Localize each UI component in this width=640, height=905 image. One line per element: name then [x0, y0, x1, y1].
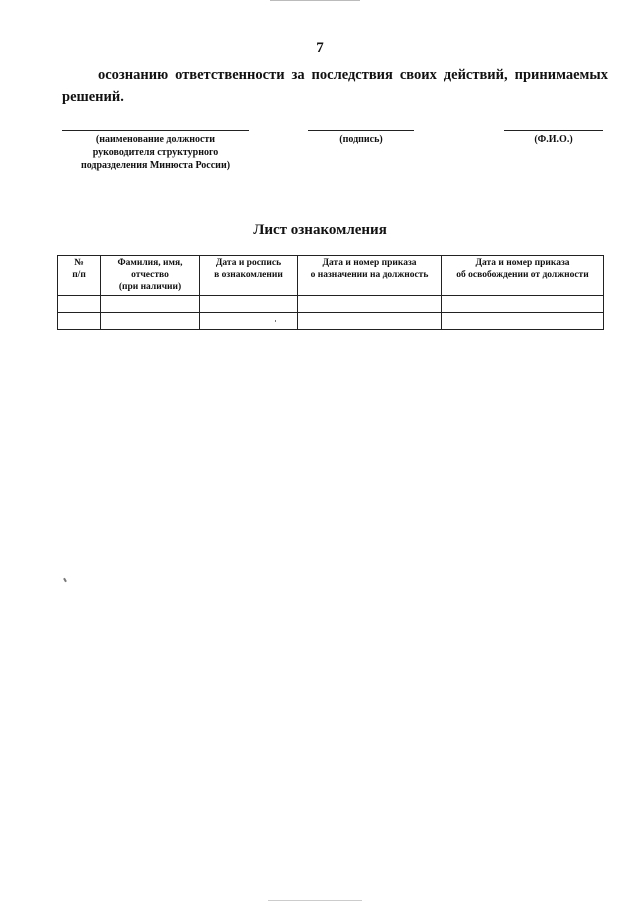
table-cell [200, 313, 298, 330]
table-row [58, 313, 604, 330]
scan-edge-mark [270, 0, 360, 1]
position-signature-line [62, 130, 249, 131]
table-header-row [58, 256, 604, 296]
table-cell [101, 296, 200, 313]
body-paragraph: осознанию ответственности за последствия своих действий, принимаемых решений. [62, 67, 608, 105]
table-row [58, 296, 604, 313]
header-appointment-order: Дата и номер приказа о назначении на должность [298, 256, 442, 296]
table-cell [58, 296, 101, 313]
table-cell [442, 296, 604, 313]
scan-speck [63, 578, 67, 582]
header-acknowledgement-date: Дата и роспись в ознакомлении [200, 256, 298, 296]
name-caption: (Ф.И.О.) [534, 134, 573, 145]
table-cell [298, 296, 442, 313]
table-cell [298, 313, 442, 330]
table-cell [101, 313, 200, 330]
table-cell [58, 313, 101, 330]
header-full-name: Фамилия, имя, отчество (при наличии) [101, 256, 200, 296]
position-caption: (наименование должности руководителя структурного подразделения Минюста России) [80, 134, 231, 171]
name-signature-line [504, 130, 603, 131]
header-dismissal-order: Дата и номер приказа об освобождении от должности [442, 256, 604, 296]
table-cell [200, 296, 298, 313]
page-number: 7 [316, 40, 324, 56]
acknowledgement-table [57, 255, 604, 330]
sheet-title: Лист ознакомления [253, 222, 387, 238]
table-cell [442, 313, 604, 330]
header-number: № п/п [58, 256, 101, 296]
scan-speck [275, 320, 276, 322]
scan-edge-mark [268, 900, 362, 901]
signature-caption: (подпись) [339, 134, 383, 145]
signature-line [308, 130, 414, 131]
